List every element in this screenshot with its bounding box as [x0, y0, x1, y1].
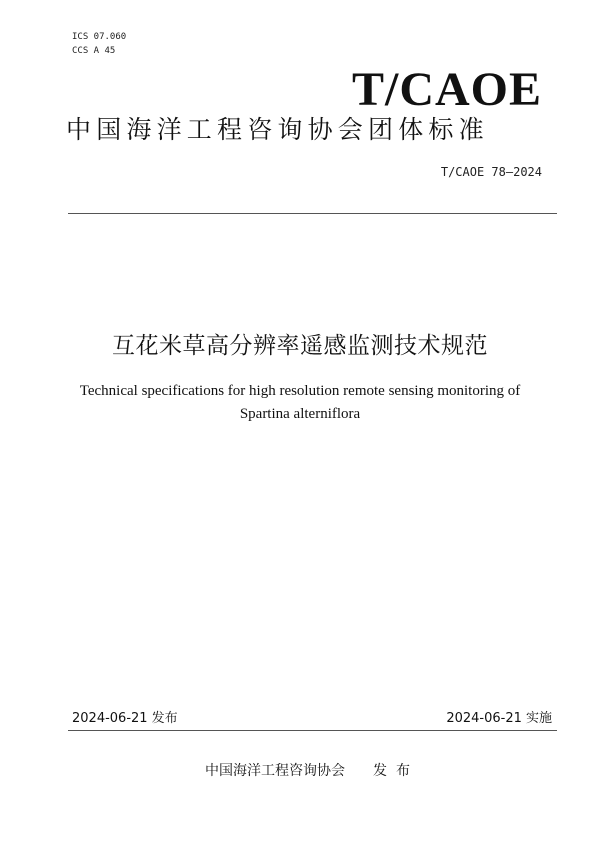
implementation-date: 2024-06-21 实施 — [446, 711, 552, 726]
ics-code: ICS 07.060 — [72, 32, 127, 42]
ccs-code: CCS A 45 — [72, 46, 116, 56]
document-title-english: Technical specifications for high resolution remote sensing monitoring of Spartina alterniflora — [79, 383, 521, 422]
bottom-divider — [68, 730, 557, 731]
publisher-name: 中国海洋工程咨询协会 — [205, 763, 345, 779]
standard-number: T/CAOE 78—2024 — [440, 165, 542, 179]
organization-code: T/CAOE — [351, 63, 542, 116]
organization-standard-name: 中国海洋工程咨询协会团体标准 — [66, 115, 489, 144]
issue-date: 2024-06-21 发布 — [72, 711, 178, 726]
classification-codes — [72, 30, 126, 58]
top-divider — [68, 213, 557, 214]
publish-label: 发布 — [373, 763, 419, 779]
document-title-chinese: 互花米草高分辨率遥感监测技术规范 — [112, 333, 488, 359]
